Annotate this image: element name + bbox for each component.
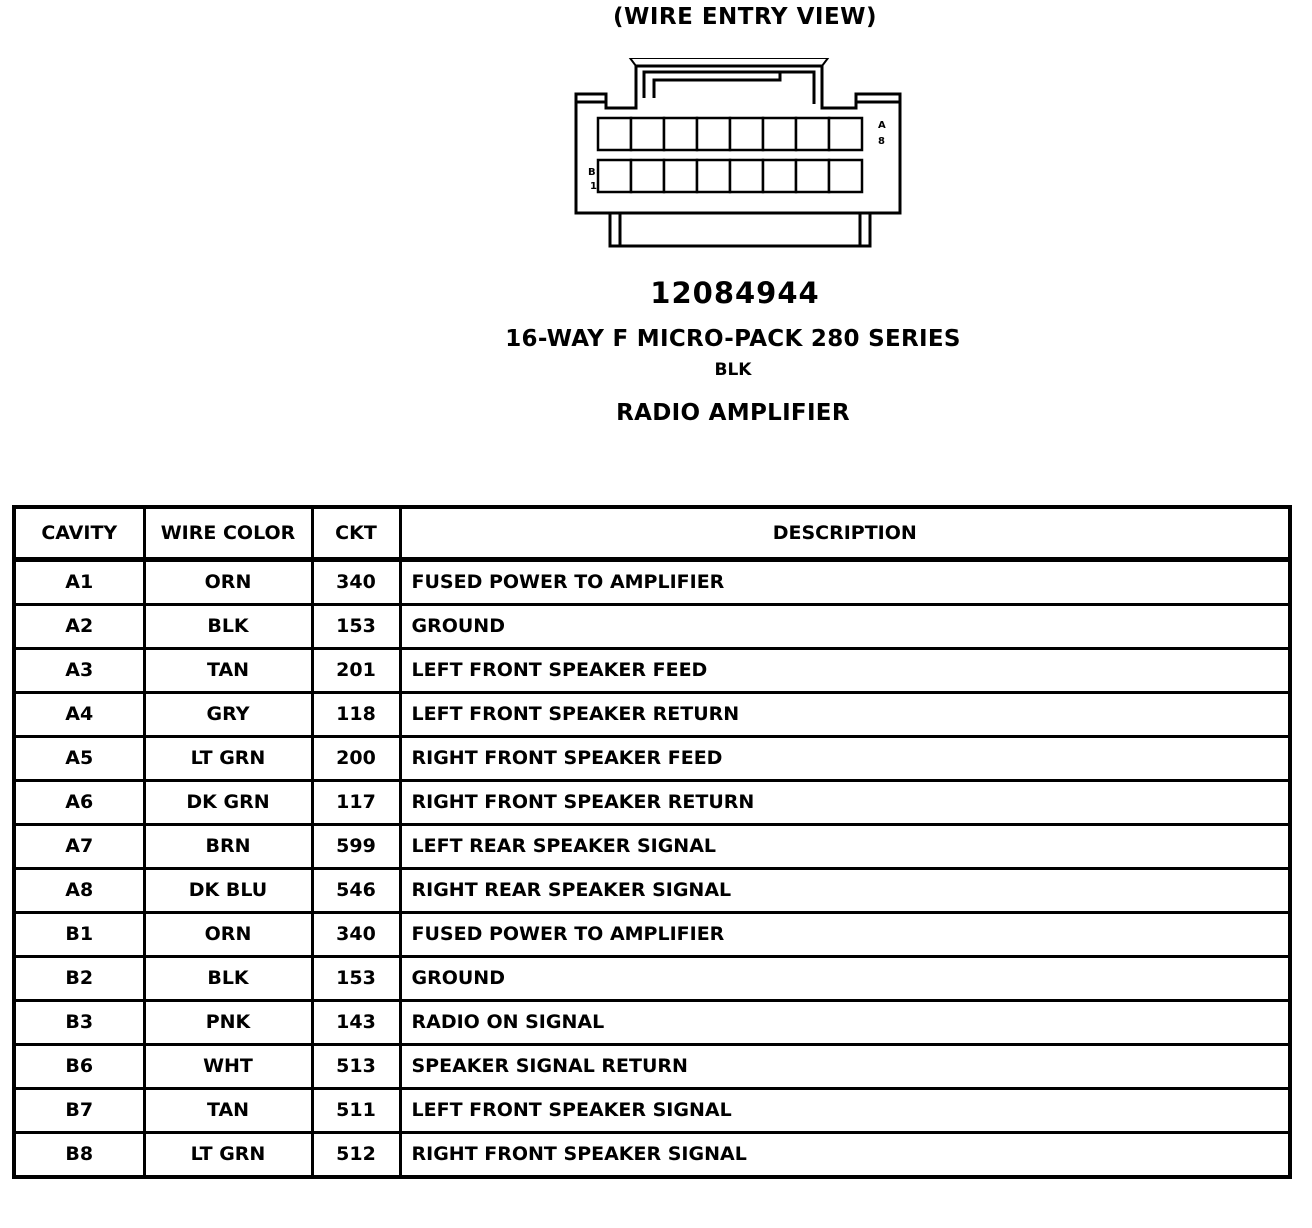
- cell-ckt: 201: [312, 649, 400, 693]
- cavity-a-slot: [697, 118, 730, 150]
- cell-wire-color: WHT: [144, 1045, 312, 1089]
- table-row: [14, 605, 1290, 649]
- cell-wire-color: BRN: [144, 825, 312, 869]
- row-a-label: A: [878, 120, 886, 131]
- cell-wire-color: DK BLU: [144, 869, 312, 913]
- table-row: [14, 1089, 1290, 1133]
- cell-cavity: A4: [14, 693, 144, 737]
- cell-ckt: 599: [312, 825, 400, 869]
- cell-ckt: 340: [312, 913, 400, 957]
- cell-ckt: 513: [312, 1045, 400, 1089]
- cell-description: RADIO ON SIGNAL: [400, 1001, 1290, 1045]
- cell-cavity: A6: [14, 781, 144, 825]
- wire-entry-view-label: (WIRE ENTRY VIEW): [612, 4, 878, 30]
- cavity-b-slot: [763, 160, 796, 192]
- cell-ckt: 340: [312, 560, 400, 605]
- cavity-row-a: [598, 118, 862, 150]
- header-cavity: CAVITY: [14, 507, 144, 560]
- cavity-b-slot: [730, 160, 763, 192]
- cell-wire-color: BLK: [144, 605, 312, 649]
- cavity-b-slot: [664, 160, 697, 192]
- cell-description: GROUND: [400, 957, 1290, 1001]
- cell-description: RIGHT REAR SPEAKER SIGNAL: [400, 869, 1290, 913]
- cell-description: RIGHT FRONT SPEAKER RETURN: [400, 781, 1290, 825]
- cell-cavity: B2: [14, 957, 144, 1001]
- cell-description: LEFT FRONT SPEAKER FEED: [400, 649, 1290, 693]
- cell-cavity: A8: [14, 869, 144, 913]
- cell-ckt: 117: [312, 781, 400, 825]
- cell-description: LEFT REAR SPEAKER SIGNAL: [400, 825, 1290, 869]
- cell-cavity: B6: [14, 1045, 144, 1089]
- connector-face-diagram: [570, 58, 910, 254]
- cell-wire-color: TAN: [144, 649, 312, 693]
- cell-description: GROUND: [400, 605, 1290, 649]
- cell-ckt: 512: [312, 1133, 400, 1178]
- cell-ckt: 546: [312, 869, 400, 913]
- cell-wire-color: TAN: [144, 1089, 312, 1133]
- cavity-b-slot: [598, 160, 631, 192]
- connector-color: BLK: [714, 360, 752, 380]
- cavity-a-slot: [631, 118, 664, 150]
- cell-cavity: A3: [14, 649, 144, 693]
- cell-wire-color: LT GRN: [144, 1133, 312, 1178]
- table-row: [14, 737, 1290, 781]
- cell-wire-color: DK GRN: [144, 781, 312, 825]
- table-row: [14, 781, 1290, 825]
- cavity-b-slot: [829, 160, 862, 192]
- cell-wire-color: GRY: [144, 693, 312, 737]
- connector-latch: [644, 72, 780, 98]
- cavity-table: [12, 505, 1292, 1179]
- cell-description: FUSED POWER TO AMPLIFIER: [400, 913, 1290, 957]
- table-row: [14, 1001, 1290, 1045]
- cell-description: RIGHT FRONT SPEAKER FEED: [400, 737, 1290, 781]
- connector-bottom-key: [610, 213, 870, 246]
- table-row: [14, 560, 1290, 605]
- cell-ckt: 153: [312, 957, 400, 1001]
- cell-wire-color: ORN: [144, 913, 312, 957]
- cell-cavity: A5: [14, 737, 144, 781]
- cell-ckt: 200: [312, 737, 400, 781]
- cell-cavity: A2: [14, 605, 144, 649]
- cell-description: LEFT FRONT SPEAKER RETURN: [400, 693, 1290, 737]
- cavity-row-b: [598, 160, 862, 192]
- cell-description: FUSED POWER TO AMPLIFIER: [400, 560, 1290, 605]
- cavity-a-slot: [763, 118, 796, 150]
- cell-description: RIGHT FRONT SPEAKER SIGNAL: [400, 1133, 1290, 1178]
- table-row: [14, 913, 1290, 957]
- cell-description: LEFT FRONT SPEAKER SIGNAL: [400, 1089, 1290, 1133]
- table-row: [14, 825, 1290, 869]
- cell-ckt: 143: [312, 1001, 400, 1045]
- cell-cavity: A7: [14, 825, 144, 869]
- table-row: [14, 649, 1290, 693]
- connector-name: RADIO AMPLIFIER: [616, 400, 850, 426]
- table-row: [14, 957, 1290, 1001]
- cell-cavity: B1: [14, 913, 144, 957]
- cavity-a-slot: [598, 118, 631, 150]
- cavity-a-slot: [796, 118, 829, 150]
- connector-description: 16-WAY F MICRO-PACK 280 SERIES: [505, 326, 961, 352]
- row-b-start-label: 1: [590, 181, 597, 192]
- cell-description: SPEAKER SIGNAL RETURN: [400, 1045, 1290, 1089]
- header-ckt: CKT: [312, 507, 400, 560]
- cell-ckt: 118: [312, 693, 400, 737]
- header-description: DESCRIPTION: [400, 507, 1290, 560]
- cavity-a-slot: [664, 118, 697, 150]
- table-header-row: [14, 507, 1290, 560]
- cavity-a-slot: [829, 118, 862, 150]
- cell-wire-color: PNK: [144, 1001, 312, 1045]
- cavity-b-slot: [697, 160, 730, 192]
- row-b-label: B: [588, 167, 596, 178]
- cavity-b-slot: [631, 160, 664, 192]
- header-wire-color: WIRE COLOR: [144, 507, 312, 560]
- cavity-a-slot: [730, 118, 763, 150]
- cell-ckt: 153: [312, 605, 400, 649]
- cell-wire-color: LT GRN: [144, 737, 312, 781]
- cell-ckt: 511: [312, 1089, 400, 1133]
- cell-cavity: B3: [14, 1001, 144, 1045]
- cavity-b-slot: [796, 160, 829, 192]
- table-row: [14, 869, 1290, 913]
- cell-wire-color: BLK: [144, 957, 312, 1001]
- table-row: [14, 693, 1290, 737]
- table-body: [14, 560, 1290, 1178]
- cell-wire-color: ORN: [144, 560, 312, 605]
- cell-cavity: B7: [14, 1089, 144, 1133]
- row-a-end-label: 8: [878, 136, 885, 147]
- table-row: [14, 1045, 1290, 1089]
- part-number: 12084944: [650, 276, 820, 310]
- cell-cavity: B8: [14, 1133, 144, 1178]
- cell-cavity: A1: [14, 560, 144, 605]
- table-row: [14, 1133, 1290, 1178]
